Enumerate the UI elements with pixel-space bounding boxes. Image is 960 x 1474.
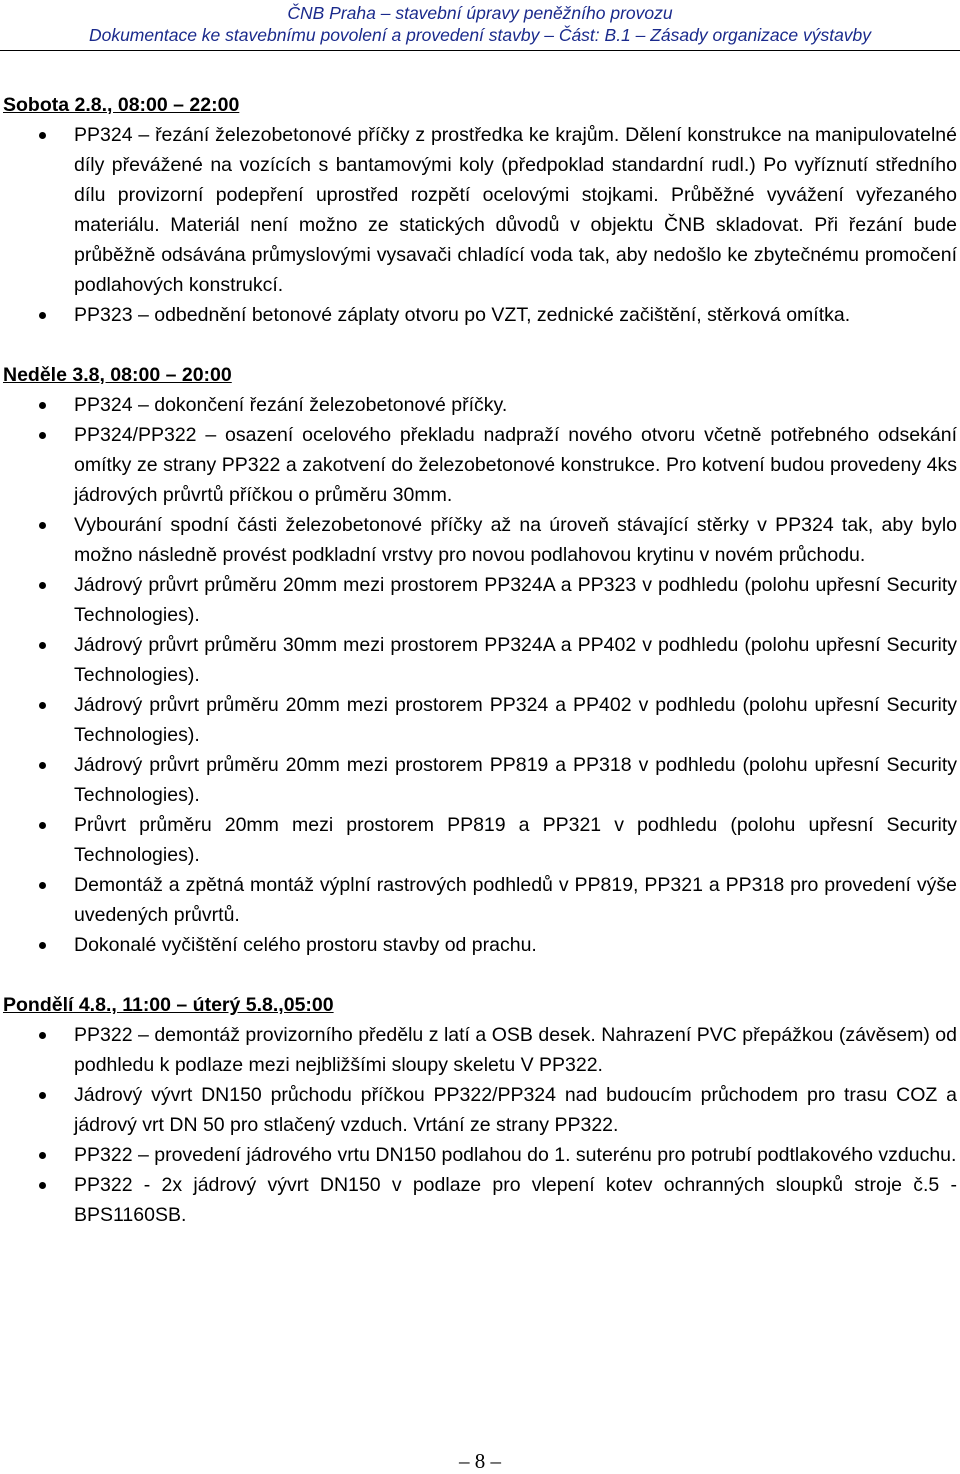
header-subtitle: Dokumentace ke stavebnímu povolení a provedení stavby – Část: B.1 – Zásady organizace výstavby (88, 25, 872, 45)
list-item: PP322 - 2x jádrový vývrt DN150 v podlaze pro vlepení kotev ochranných sloupků stroje č.5 - BPS1160SB. (3, 1170, 957, 1230)
bullet-icon (39, 1182, 46, 1189)
bullet-icon (39, 642, 46, 649)
section-heading: Neděle 3.8, 08:00 – 20:00 (3, 364, 232, 386)
list-item: PP322 – demontáž provizorního předělu z latí a OSB desek. Nahrazení PVC přepážkou (závěsem) od podhledu k podlaze mezi nejbližšími sloupy skeletu V PP322. (3, 1020, 957, 1080)
schedule-section-saturday (3, 90, 957, 330)
bullet-icon (39, 1152, 46, 1159)
bullet-icon (39, 1032, 46, 1039)
list-item: PP323 – odbednění betonové záplaty otvoru po VZT, zednické začištění, stěrková omítka. (3, 300, 957, 330)
list-item: Jádrový průvrt průměru 20mm mezi prostorem PP324 a PP402 v podhledu (polohu upřesní Security Technologies). (3, 690, 957, 750)
list-item: PP322 – provedení jádrového vrtu DN150 podlahou do 1. suterénu pro potrubí podtlakového vzduchu. (3, 1140, 957, 1170)
list-item: Vybourání spodní části železobetonové příčky až na úroveň stávající stěrky v PP324 tak, aby bylo možno následně provést podkladní vrstvy pro novou podlahovou krytinu v novém průchodu. (3, 510, 957, 570)
header-title: ČNB Praha – stavební úpravy peněžního provozu (287, 3, 673, 23)
bullet-icon (39, 1092, 46, 1099)
section-heading: Pondělí 4.8., 11:00 – úterý 5.8.,05:00 (3, 994, 334, 1016)
schedule-section-sunday (3, 360, 957, 960)
task-list (3, 1020, 957, 1230)
bullet-icon (39, 882, 46, 889)
list-item: Jádrový průvrt průměru 30mm mezi prostorem PP324A a PP402 v podhledu (polohu upřesní Security Technologies). (3, 630, 957, 690)
task-list (3, 120, 957, 330)
section-heading: Sobota 2.8., 08:00 – 22:00 (3, 94, 240, 116)
list-item: Průvrt průměru 20mm mezi prostorem PP819 a PP321 v podhledu (polohu upřesní Security Technologies). (3, 810, 957, 870)
bullet-icon (39, 822, 46, 829)
bullet-icon (39, 582, 46, 589)
page-number: – 8 – (459, 1449, 501, 1473)
bullet-icon (39, 702, 46, 709)
list-item: Jádrový průvrt průměru 20mm mezi prostorem PP324A a PP323 v podhledu (polohu upřesní Security Technologies). (3, 570, 957, 630)
document-header (0, 2, 960, 46)
list-item: Jádrový průvrt průměru 20mm mezi prostorem PP819 a PP318 v podhledu (polohu upřesní Security Technologies). (3, 750, 957, 810)
bullet-icon (39, 132, 46, 139)
bullet-icon (39, 762, 46, 769)
bullet-icon (39, 942, 46, 949)
bullet-icon (39, 522, 46, 529)
schedule-section-monday (3, 990, 957, 1230)
header-divider (0, 50, 960, 51)
bullet-icon (39, 432, 46, 439)
bullet-icon (39, 402, 46, 409)
list-item: PP324 – řezání železobetonové příčky z prostředka ke krajům. Dělení konstrukce na manipulovatelné díly převážené na vozících s bantamovými koly (předpoklad standardní rudl.) Po vyříznutí středního dílu provizorní podepření uprostřed rozpětí ocelovými stojkami. Průběžné vyvážení vyřezaného materiálu. Materiál není možno ze statických důvodů v objektu ČNB skladovat. Při řezání bude průběžně odsávána průmyslovými vysavači chladící voda tak, aby nedošlo ke zbytečnému promočení podlahových konstrukcí. (3, 120, 957, 300)
document-body (3, 90, 957, 1230)
list-item: PP324/PP322 – osazení ocelového překladu nadpraží nového otvoru včetně potřebného odsekání omítky ze strany PP322 a zakotvení do železobetonové konstrukce. Pro kotvení budou provedeny 4ks jádrových průvrtů příčkou o průměru 30mm. (3, 420, 957, 510)
task-list (3, 390, 957, 960)
list-item: Dokonalé vyčištění celého prostoru stavby od prachu. (3, 930, 957, 960)
list-item: Jádrový vývrt DN150 průchodu příčkou PP322/PP324 nad budoucím průchodem pro trasu COZ a jádrový vrt DN 50 pro stlačený vzduch. Vrtání ze strany PP322. (3, 1080, 957, 1140)
bullet-icon (39, 312, 46, 319)
list-item: Demontáž a zpětná montáž výplní rastrových podhledů v PP819, PP321 a PP318 pro provedení výše uvedených průvrtů. (3, 870, 957, 930)
list-item: PP324 – dokončení řezání železobetonové příčky. (3, 390, 957, 420)
